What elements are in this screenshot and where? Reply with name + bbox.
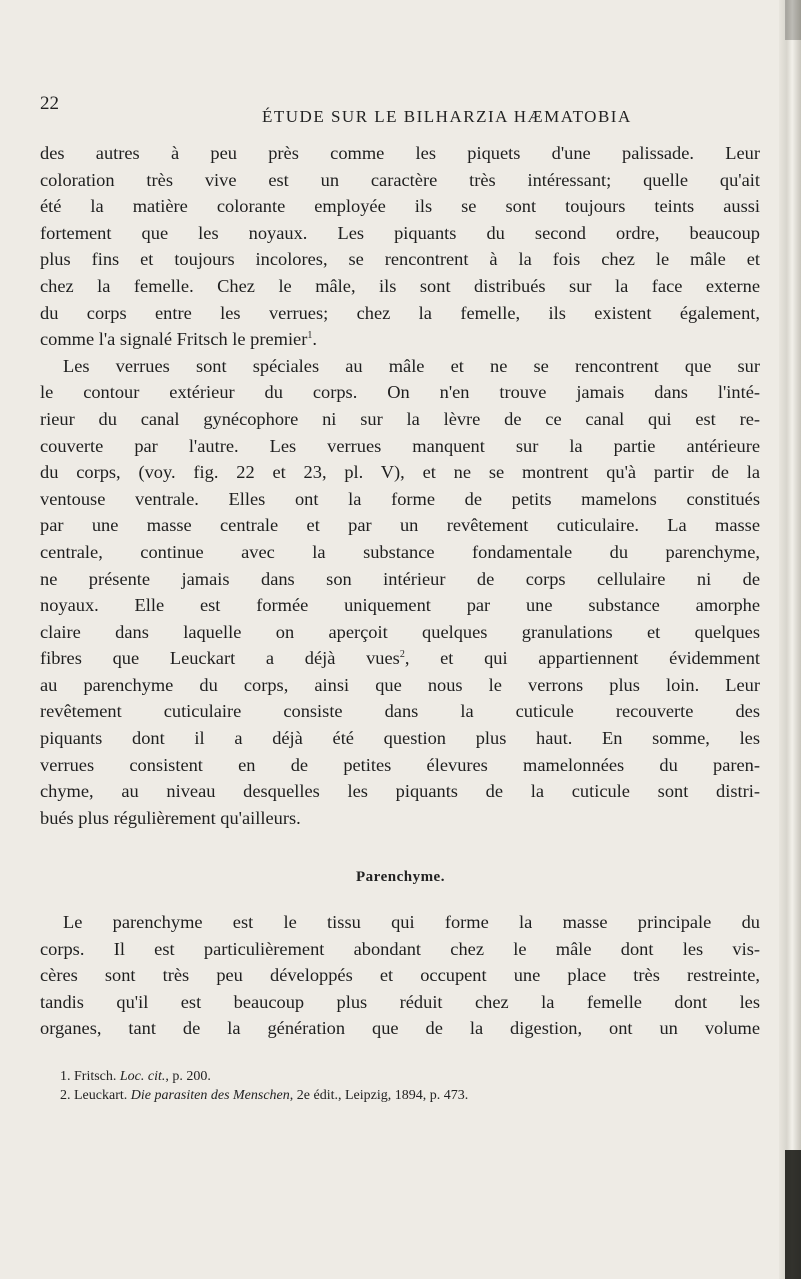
text-line: été la matière colorante employée ils se sont toujours teints aussi — [40, 196, 760, 217]
footnote-author: 1. Fritsch. — [60, 1069, 120, 1084]
line-text: fibres que Leuckart a déjà vues — [40, 648, 400, 669]
footnote-ref: 2 — [399, 649, 405, 661]
text-line: du corps, (voy. fig. 22 et 23, pl. V), et ne se montrent qu'à partir de la — [40, 462, 760, 483]
text-line: organes, tant de la génération que de la digestion, ont un volume — [40, 1018, 760, 1039]
text-line: ventouse ventrale. Elles ont la forme de petits mamelons constitués — [40, 488, 760, 509]
text-line: chyme, au niveau desquelles les piquants de la cuticule sont distri- — [40, 781, 760, 802]
footnote — [60, 1086, 468, 1105]
text-line: fortement que les noyaux. Les piquants du second ordre, beaucoup — [40, 222, 760, 243]
footnote-title: Loc. cit. — [119, 1069, 166, 1084]
text-line: rieur du canal gynécophore ni sur la lèvre de ce canal qui est re- — [40, 408, 760, 429]
text-line: corps. Il est particulièrement abondant chez le mâle dont les vis- — [40, 938, 760, 959]
page-spine-edge — [779, 0, 801, 1279]
text-line: chez la femelle. Chez le mâle, ils sont distribués sur la face externe — [40, 275, 760, 296]
page-number: 22 — [40, 93, 59, 114]
spine-shadow — [785, 0, 801, 40]
spine-shadow — [785, 1150, 801, 1279]
line-text-after: , et qui appartiennent évidemment — [404, 648, 760, 669]
text-line: du corps entre les verrues; chez la femelle, ils existent également, — [40, 302, 760, 323]
text-line: au parenchyme du corps, ainsi que nous le verrons plus loin. Leur — [40, 674, 760, 695]
text-line: Les verrues sont spéciales au mâle et ne se rencontrent que sur — [63, 355, 760, 376]
body-paragraphs — [40, 140, 760, 831]
section-heading: Parenchyme. — [356, 869, 445, 885]
footnote-ref: 1 — [307, 330, 313, 342]
text-line: par une masse centrale et par un revêtement cuticulaire. La masse — [40, 515, 760, 536]
footnote-author: 2. Leuckart. — [60, 1088, 131, 1103]
text-line: cères sont très peu développés et occupent une place très restreinte, — [40, 965, 760, 986]
running-title: ÉTUDE SUR LE BILHARZIA HÆMATOBIA — [262, 107, 632, 126]
text-line: piquants dont il a déjà été question plus haut. En somme, les — [40, 728, 760, 749]
text-line: verrues consistent en de petites élevures mamelonnées du paren- — [40, 754, 760, 775]
text-line: tandis qu'il est beaucoup plus réduit chez la femelle dont les — [40, 991, 760, 1012]
text-line: coloration très vive est un caractère très intéressant; quelle qu'ait — [40, 169, 760, 190]
text-line: centrale, continue avec la substance fondamentale du parenchyme, — [40, 541, 760, 562]
text-line: plus fins et toujours incolores, se rencontrent à la fois chez le mâle et — [40, 249, 760, 270]
footnote — [60, 1067, 468, 1086]
text-line: revêtement cuticulaire consiste dans la cuticule recouverte des — [40, 701, 760, 722]
line-text-after: . — [312, 329, 317, 350]
text-line: couverte par l'autre. Les verrues manquent sur la partie antérieure — [40, 435, 760, 456]
footnote-title: Die parasiten des Menschen — [130, 1088, 290, 1103]
text-line — [40, 326, 760, 353]
text-line: noyaux. Elle est formée uniquement par une substance amorphe — [40, 595, 760, 616]
text-line — [40, 645, 760, 672]
section-paragraph — [40, 909, 760, 1042]
text-line: des autres à peu près comme les piquets d'une palissade. Leur — [40, 143, 760, 163]
footnote-details: , p. 200. — [165, 1069, 211, 1084]
text-line: claire dans laquelle on aperçoit quelques granulations et quelques — [40, 621, 760, 642]
text-line: le contour extérieur du corps. On n'en trouve jamais dans l'inté- — [40, 382, 760, 403]
footnote-details: , 2e édit., Leipzig, 1894, p. 473. — [289, 1088, 469, 1103]
text-line: bués plus régulièrement qu'ailleurs. — [40, 807, 301, 828]
footnotes — [60, 1067, 468, 1105]
text-line: Le parenchyme est le tissu qui forme la masse principale du — [63, 912, 760, 932]
text-line: ne présente jamais dans son intérieur de corps cellulaire ni de — [40, 568, 760, 589]
line-text: comme l'a signalé Fritsch le premier — [40, 329, 308, 350]
